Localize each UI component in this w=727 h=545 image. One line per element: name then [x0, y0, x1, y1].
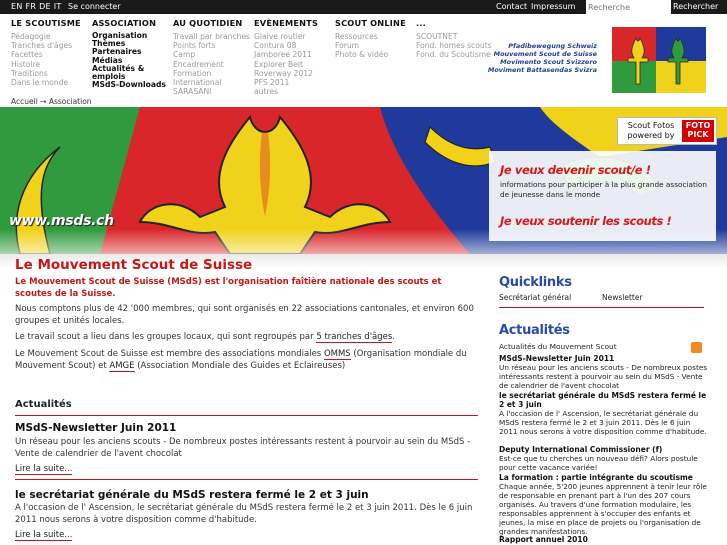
sidebar-news-body: Un réseau pour les anciens scouts - De nombreux postes intéressants restent à pourvoir au sein du MSdS - Vente de calendrier de l'avent chocolat [499, 363, 708, 390]
sidebar-news-title: Actualités [499, 323, 570, 338]
contact-link[interactable]: Contact [496, 2, 528, 11]
nav-item[interactable]: Points forts [173, 41, 216, 51]
read-more-link-text[interactable]: Lire la suite... [15, 464, 73, 474]
nav-item[interactable]: Facettes [11, 50, 43, 60]
logo-line: Pfadibewegung Schweiz [508, 42, 597, 50]
logo-line: Moviment Battasendas Svizra [487, 66, 597, 74]
nav-item[interactable]: Jamboree 2011 [254, 50, 312, 60]
nav-item[interactable]: Médias [92, 55, 123, 65]
breadcrumb[interactable]: Accueil → Association [11, 97, 92, 106]
sidebar-news-title-item[interactable]: MSdS-Newsletter Juin 2011 [499, 354, 615, 363]
nav-item[interactable]: Photo & vidéo [335, 50, 389, 60]
sidebar [487, 254, 727, 545]
become-scout-link[interactable]: Je veux devenir scout/e ! [500, 163, 651, 177]
logo-text [488, 42, 597, 74]
news-body: Un réseau pour les anciens scouts - De nombreux postes intéressants restent à pourvoir au sein du MSdS - Vente de calendrier de l'avent chocolat [15, 437, 471, 459]
logo-line: Mouvement Scout de Suisse [493, 50, 597, 58]
nav-item[interactable]: MSdS-Downloads [92, 80, 166, 90]
nav-item[interactable]: Ressources [335, 32, 378, 41]
news-section-title: Actualités [15, 399, 72, 410]
age-groups-link[interactable]: 5 tranches d'âges [316, 332, 393, 342]
nav-heading[interactable]: EVÈNEMENTS [254, 18, 319, 28]
nav-item[interactable]: Fond. homes scouts [416, 41, 492, 51]
sidebar-news-body: Est-ce que tu cherches un nouveau défi? Alors postule pour cette vacance variée! [499, 454, 698, 472]
sidebar-news-title-item[interactable]: le secrétariat générale du MSdS restera fermé le 2 et 3 juin [499, 391, 707, 409]
language-switcher[interactable]: EN FR DE IT [11, 2, 62, 11]
sidebar-news-title-item[interactable]: La formation : partie intégrante du scoutisme [499, 473, 693, 482]
rss-icon[interactable] [691, 342, 702, 353]
amge-link[interactable]: AMGE [109, 360, 135, 371]
nav-item[interactable]: emplois [92, 72, 126, 82]
sidebar-news-body: Chaque année, 5'200 jeunes apprennent à tenir leur rôle de responsable en prenant part à l'un des 207 cours organisés. Au travers d'une formation modulaire, les responsables apprennent à s'occuper des enfants et jeunes, la mise en place de projets ou l'organisation de grandes manifestations. [499, 482, 707, 536]
nav-item[interactable]: Organisation [92, 31, 148, 40]
nav-evenements[interactable] [254, 18, 318, 96]
nav-heading[interactable]: ASSOCIATION [92, 18, 157, 28]
nav-item[interactable]: Actualités & [92, 63, 145, 73]
promo-box [489, 151, 716, 241]
nav-heading[interactable]: LE SCOUTISME [11, 18, 81, 28]
text: . [392, 332, 395, 342]
intro-paragraph-2 [15, 332, 477, 344]
text: (Association Mondiale des Guides et Eclaireuses) [134, 360, 346, 371]
nav-item[interactable]: Tranches d'âges [11, 41, 73, 51]
nav-item[interactable]: Explorer Belt [254, 59, 303, 69]
read-more-link [15, 464, 477, 476]
sidebar-news-title-item[interactable]: Deputy International Commissioner (f) [499, 445, 663, 454]
fotopick-badge-line: PICK [687, 130, 709, 139]
nav-item[interactable]: Encadrement [173, 59, 224, 69]
site-url: www.msds.ch [9, 213, 114, 229]
intro-paragraph-3 [15, 349, 477, 372]
nav-item[interactable]: International [173, 78, 222, 88]
logo[interactable] [485, 24, 717, 96]
news-body: A l'occasion de l' Ascension, le secrétariat générale du MSdS restera fermé le 2 et 3 juin 2011. Dès le 6 juin 2011 nous serons à votre disposition comme d'habitude. [15, 503, 473, 525]
text: (Organisation mondiale du Mouvement Scout) et [15, 349, 467, 371]
divider [499, 307, 704, 308]
quicklinks-title: Quicklinks [499, 275, 572, 290]
nav-item[interactable]: Partenaires [92, 47, 142, 57]
nav-item[interactable]: Thèmes [92, 39, 126, 49]
nav-heading[interactable]: SCOUT ONLINE [335, 18, 406, 28]
nav-scout-online[interactable] [335, 18, 406, 60]
nav-item[interactable]: Fond. du Scoutisme [416, 50, 491, 60]
nav-more[interactable] [416, 18, 492, 60]
nav-le-scoutisme[interactable] [11, 18, 81, 87]
quicklink-newsletter[interactable]: Newsletter [602, 293, 643, 302]
nav-item[interactable]: PFS 2011 [254, 78, 290, 88]
news-title[interactable]: MSdS-Newsletter Juin 2011 [15, 422, 177, 434]
nav-heading[interactable]: AU QUOTIDIEN [173, 18, 243, 28]
search-input[interactable] [586, 0, 671, 14]
fotopick-badge[interactable] [617, 117, 717, 145]
nav-item[interactable]: Pédagogie [11, 32, 51, 41]
text: Le Mouvement Scout de Suisse est membre des associations mondiales [15, 349, 324, 359]
fotopick-logo [682, 120, 714, 142]
logo-line: Movimento Scout Svizzero [500, 58, 597, 66]
nav-item[interactable]: Contura 08 [254, 41, 297, 51]
divider [15, 479, 478, 480]
impressum-link[interactable]: Impressum [531, 2, 576, 11]
page-title: Le Mouvement Scout de Suisse [15, 257, 253, 273]
nav-item[interactable]: Camp [173, 50, 196, 60]
nav-item[interactable]: Dans le monde [11, 78, 69, 88]
nav-item[interactable]: Formation [173, 68, 212, 78]
nav-item[interactable]: SARASANI [173, 87, 212, 97]
support-scouts-link[interactable]: Je veux soutenir les scouts ! [500, 214, 672, 228]
nav-item[interactable]: Forum [335, 41, 360, 51]
main-content [0, 254, 487, 545]
nav-item[interactable]: SCOUTNET [416, 32, 458, 41]
nav-item[interactable]: Traditions [11, 68, 48, 78]
intro-paragraph-1: Nous comptons plus de 42 '000 membres, qui sont organisés en 22 associations cantonales, et environ 600 groupes et unités locales. [15, 304, 474, 326]
fotopick-badge-line: FOTO [685, 121, 711, 130]
nav-heading[interactable]: ... [416, 18, 426, 28]
quicklink-secretariat[interactable]: Secrétariat général [499, 293, 572, 302]
become-scout-description: informations pour participer à la plus grande association de jeunesse dans le monde [500, 180, 707, 199]
scout-emblem-icon [606, 24, 718, 96]
divider [15, 415, 478, 416]
fotopick-text: Scout Fotos powered by [627, 121, 675, 140]
read-more-link [15, 530, 477, 542]
login-link[interactable]: Se connecter [68, 2, 121, 11]
intro-lead: Le Mouvement Scout de Suisse (MSdS) est l'organisation faîtière nationale des scouts et scoutes de la Suisse. [15, 277, 442, 299]
nav-au-quotidien[interactable] [173, 18, 250, 96]
news-title[interactable]: le secrétariat générale du MSdS restera fermé le 2 et 3 juin [15, 489, 369, 501]
nav-item[interactable]: autres [254, 87, 279, 97]
top-bar [0, 0, 727, 14]
nav-item[interactable]: Travail par branches [173, 32, 251, 41]
nav-item[interactable]: Histoire [11, 59, 41, 69]
read-more-link-text[interactable]: Lire la suite... [15, 530, 73, 540]
omms-link[interactable]: OMMS [323, 349, 351, 359]
sidebar-news-title-item[interactable]: Rapport annuel 2010 [499, 535, 588, 544]
text: Le travail scout a lieu dans les groupes locaux, qui sont regroupés par [15, 332, 317, 342]
sidebar-news-body: A l'occasion de l' Ascension, le secrétariat générale du MSdS restera fermé le 2 et 3 juin 2011. Dès le 6 juin 2011 nous serons à votre disposition comme d'habitude. [499, 409, 707, 436]
main-navigation [0, 14, 727, 107]
nav-item[interactable]: Glaive routier [254, 32, 306, 41]
nav-item[interactable]: Roverway 2012 [254, 68, 313, 78]
news-feed-label: Actualités du Mouvement Scout [499, 342, 617, 351]
search-button[interactable]: Rechercher [673, 2, 719, 11]
nav-association[interactable] [92, 18, 166, 89]
